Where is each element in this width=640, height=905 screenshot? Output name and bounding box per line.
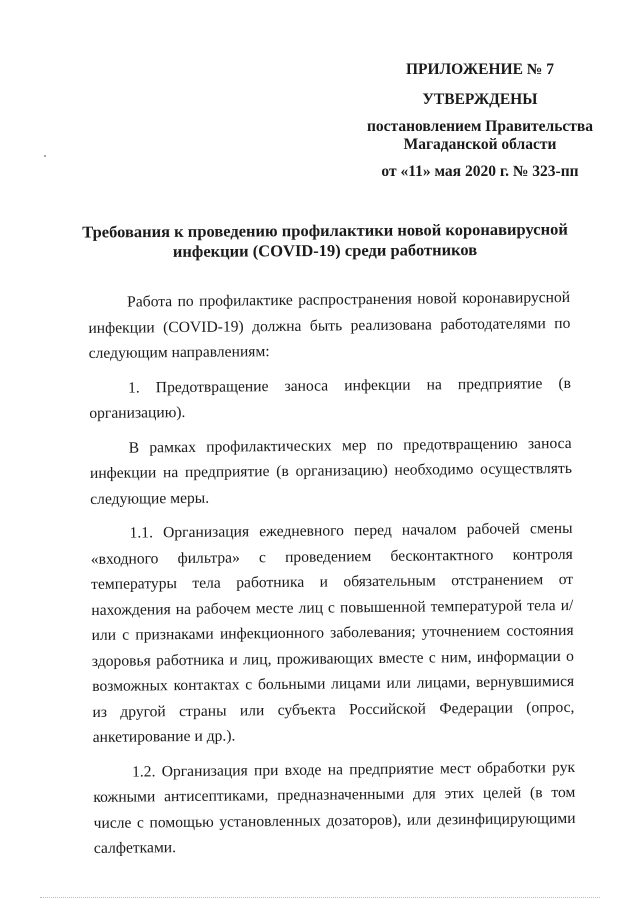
document-body	[88, 285, 576, 862]
paragraph-item-1-1: 1.1. Организация ежедневного перед началом рабочей смены «входного фильтра» с проведением бесконтактного контроля температуры тела работника и обязательным отстранением от нахождения на рабочем месте лиц с повышенной температурой тела и/или с признаками инфекционного заболевания; уточнением состояния здоровья работника и лиц, проживающих вместе с ним, информации о возможных контактах с больными лицами или лицами, вернувшимися из другой страны или субъекта Российской Федерации (опрос, анкетирование и др.).	[90, 519, 575, 746]
page-bottom-edge	[40, 897, 600, 898]
scan-speck	[44, 155, 46, 157]
paragraph-intro: Работа по профилактике распространения новой коронавирусной инфекции (COVID-19) должна быть реализована работодателями по следующим направлениям:	[88, 288, 571, 362]
document-title-line-1: Требования к проведению профилактики новой коронавирусной	[82, 219, 568, 242]
decree-line-1: постановлением Правительства	[366, 118, 594, 135]
paragraph-measures: В рамках профилактических мер по предотвращению заноса инфекции на предприятие (в организацию) необходимо осуществлять следующие меры.	[89, 434, 572, 508]
decree-line-2: Магаданской области	[403, 136, 557, 153]
paragraph-item-1-2: 1.2. Организация при входе на предприятие мест обработки рук кожными антисептиками, предназначенными для этих целей (в том числе с помощью установленных дозаторов), или дезинфицирующими салфетками.	[93, 758, 576, 857]
paragraph-item-1: 1. Предотвращение заноса инфекции на предприятие (в организацию).	[89, 374, 572, 422]
approved-heading: УТВЕРЖДЕНЫ	[422, 91, 538, 108]
document-title-line-2: инфекции (COVID-19) среди работников	[172, 240, 478, 261]
decree-date: от «11» мая 2020 г. № 323-пп	[381, 163, 579, 180]
appendix-number: ПРИЛОЖЕНИЕ № 7	[406, 61, 554, 78]
